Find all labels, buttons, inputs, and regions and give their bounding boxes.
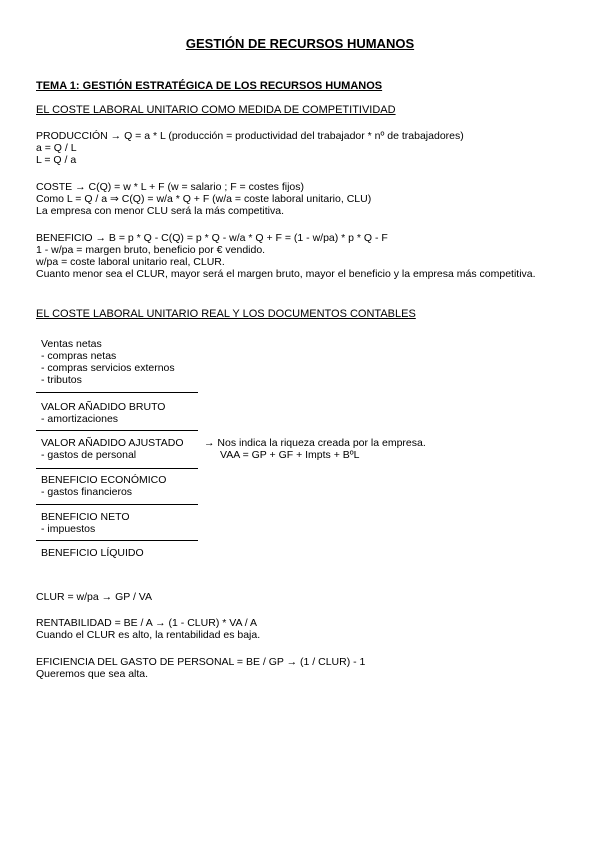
table-row: - compras servicios externos: [41, 362, 175, 374]
table-row: - amortizaciones: [41, 413, 119, 425]
coste-clu: Como L = Q / a ⇒ C(Q) = w/a * Q + F (w/a = coste laboral unitario, CLU): [36, 193, 372, 205]
section-heading-clur: EL COSTE LABORAL UNITARIO REAL Y LOS DOCUMENTOS CONTABLES: [36, 308, 416, 320]
table-divider: [36, 468, 198, 469]
eficiencia-formula: EFICIENCIA DEL GASTO DE PERSONAL = BE / GP → (1 / CLUR) - 1: [36, 656, 366, 668]
beneficio-conclusion: Cuanto menor sea el CLUR, mayor será el margen bruto, mayor el beneficio y la empresa más competitiva.: [36, 268, 536, 280]
table-divider: [36, 540, 198, 541]
clur-formula: CLUR = w/pa → GP / VA: [36, 591, 153, 603]
table-row: VALOR AÑADIDO AJUSTADO: [41, 437, 184, 449]
table-row: - gastos financieros: [41, 486, 133, 498]
beneficio-margen: 1 - w/pa = margen bruto, beneficio por € vendido.: [36, 244, 266, 256]
table-row: - impuestos: [41, 523, 96, 535]
table-row: BENEFICIO LÍQUIDO: [41, 547, 144, 559]
table-row: VALOR AÑADIDO BRUTO: [41, 401, 166, 413]
vaa-formula: VAA = GP + GF + Impts + BºL: [220, 449, 360, 461]
produccion-formula: PRODUCCIÓN → Q = a * L (producción = productividad del trabajador * nº de trabajadores): [36, 130, 464, 142]
vaa-note: → Nos indica la riqueza creada por la empresa.: [204, 437, 426, 449]
page-title: GESTIÓN DE RECURSOS HUMANOS: [185, 36, 415, 51]
topic-heading: TEMA 1: GESTIÓN ESTRATÉGICA DE LOS RECURSOS HUMANOS: [36, 80, 383, 92]
table-row: - tributos: [41, 374, 82, 386]
beneficio-clur: w/pa = coste laboral unitario real, CLUR.: [36, 256, 225, 268]
coste-conclusion: La empresa con menor CLU será la más competitiva.: [36, 205, 285, 217]
section-heading-clu: EL COSTE LABORAL UNITARIO COMO MEDIDA DE COMPETITIVIDAD: [36, 104, 396, 116]
rentabilidad-note: Cuando el CLUR es alto, la rentabilidad es baja.: [36, 629, 261, 641]
rentabilidad-formula: RENTABILIDAD = BE / A → (1 - CLUR) * VA / A: [36, 617, 258, 629]
produccion-l: L = Q / a: [36, 154, 77, 166]
table-divider: [36, 504, 198, 505]
eficiencia-note: Queremos que sea alta.: [36, 668, 149, 680]
table-row: Ventas netas: [41, 338, 102, 350]
table-row: - compras netas: [41, 350, 117, 362]
table-divider: [36, 392, 198, 393]
table-row: BENEFICIO NETO: [41, 511, 130, 523]
table-divider: [36, 430, 198, 431]
table-row: - gastos de personal: [41, 449, 137, 461]
coste-formula: COSTE → C(Q) = w * L + F (w = salario ; F = costes fijos): [36, 181, 305, 193]
beneficio-formula: BENEFICIO → B = p * Q - C(Q) = p * Q - w/a * Q + F = (1 - w/pa) * p * Q - F: [36, 232, 388, 244]
produccion-a: a = Q / L: [36, 142, 77, 154]
table-row: BENEFICIO ECONÓMICO: [41, 474, 167, 486]
